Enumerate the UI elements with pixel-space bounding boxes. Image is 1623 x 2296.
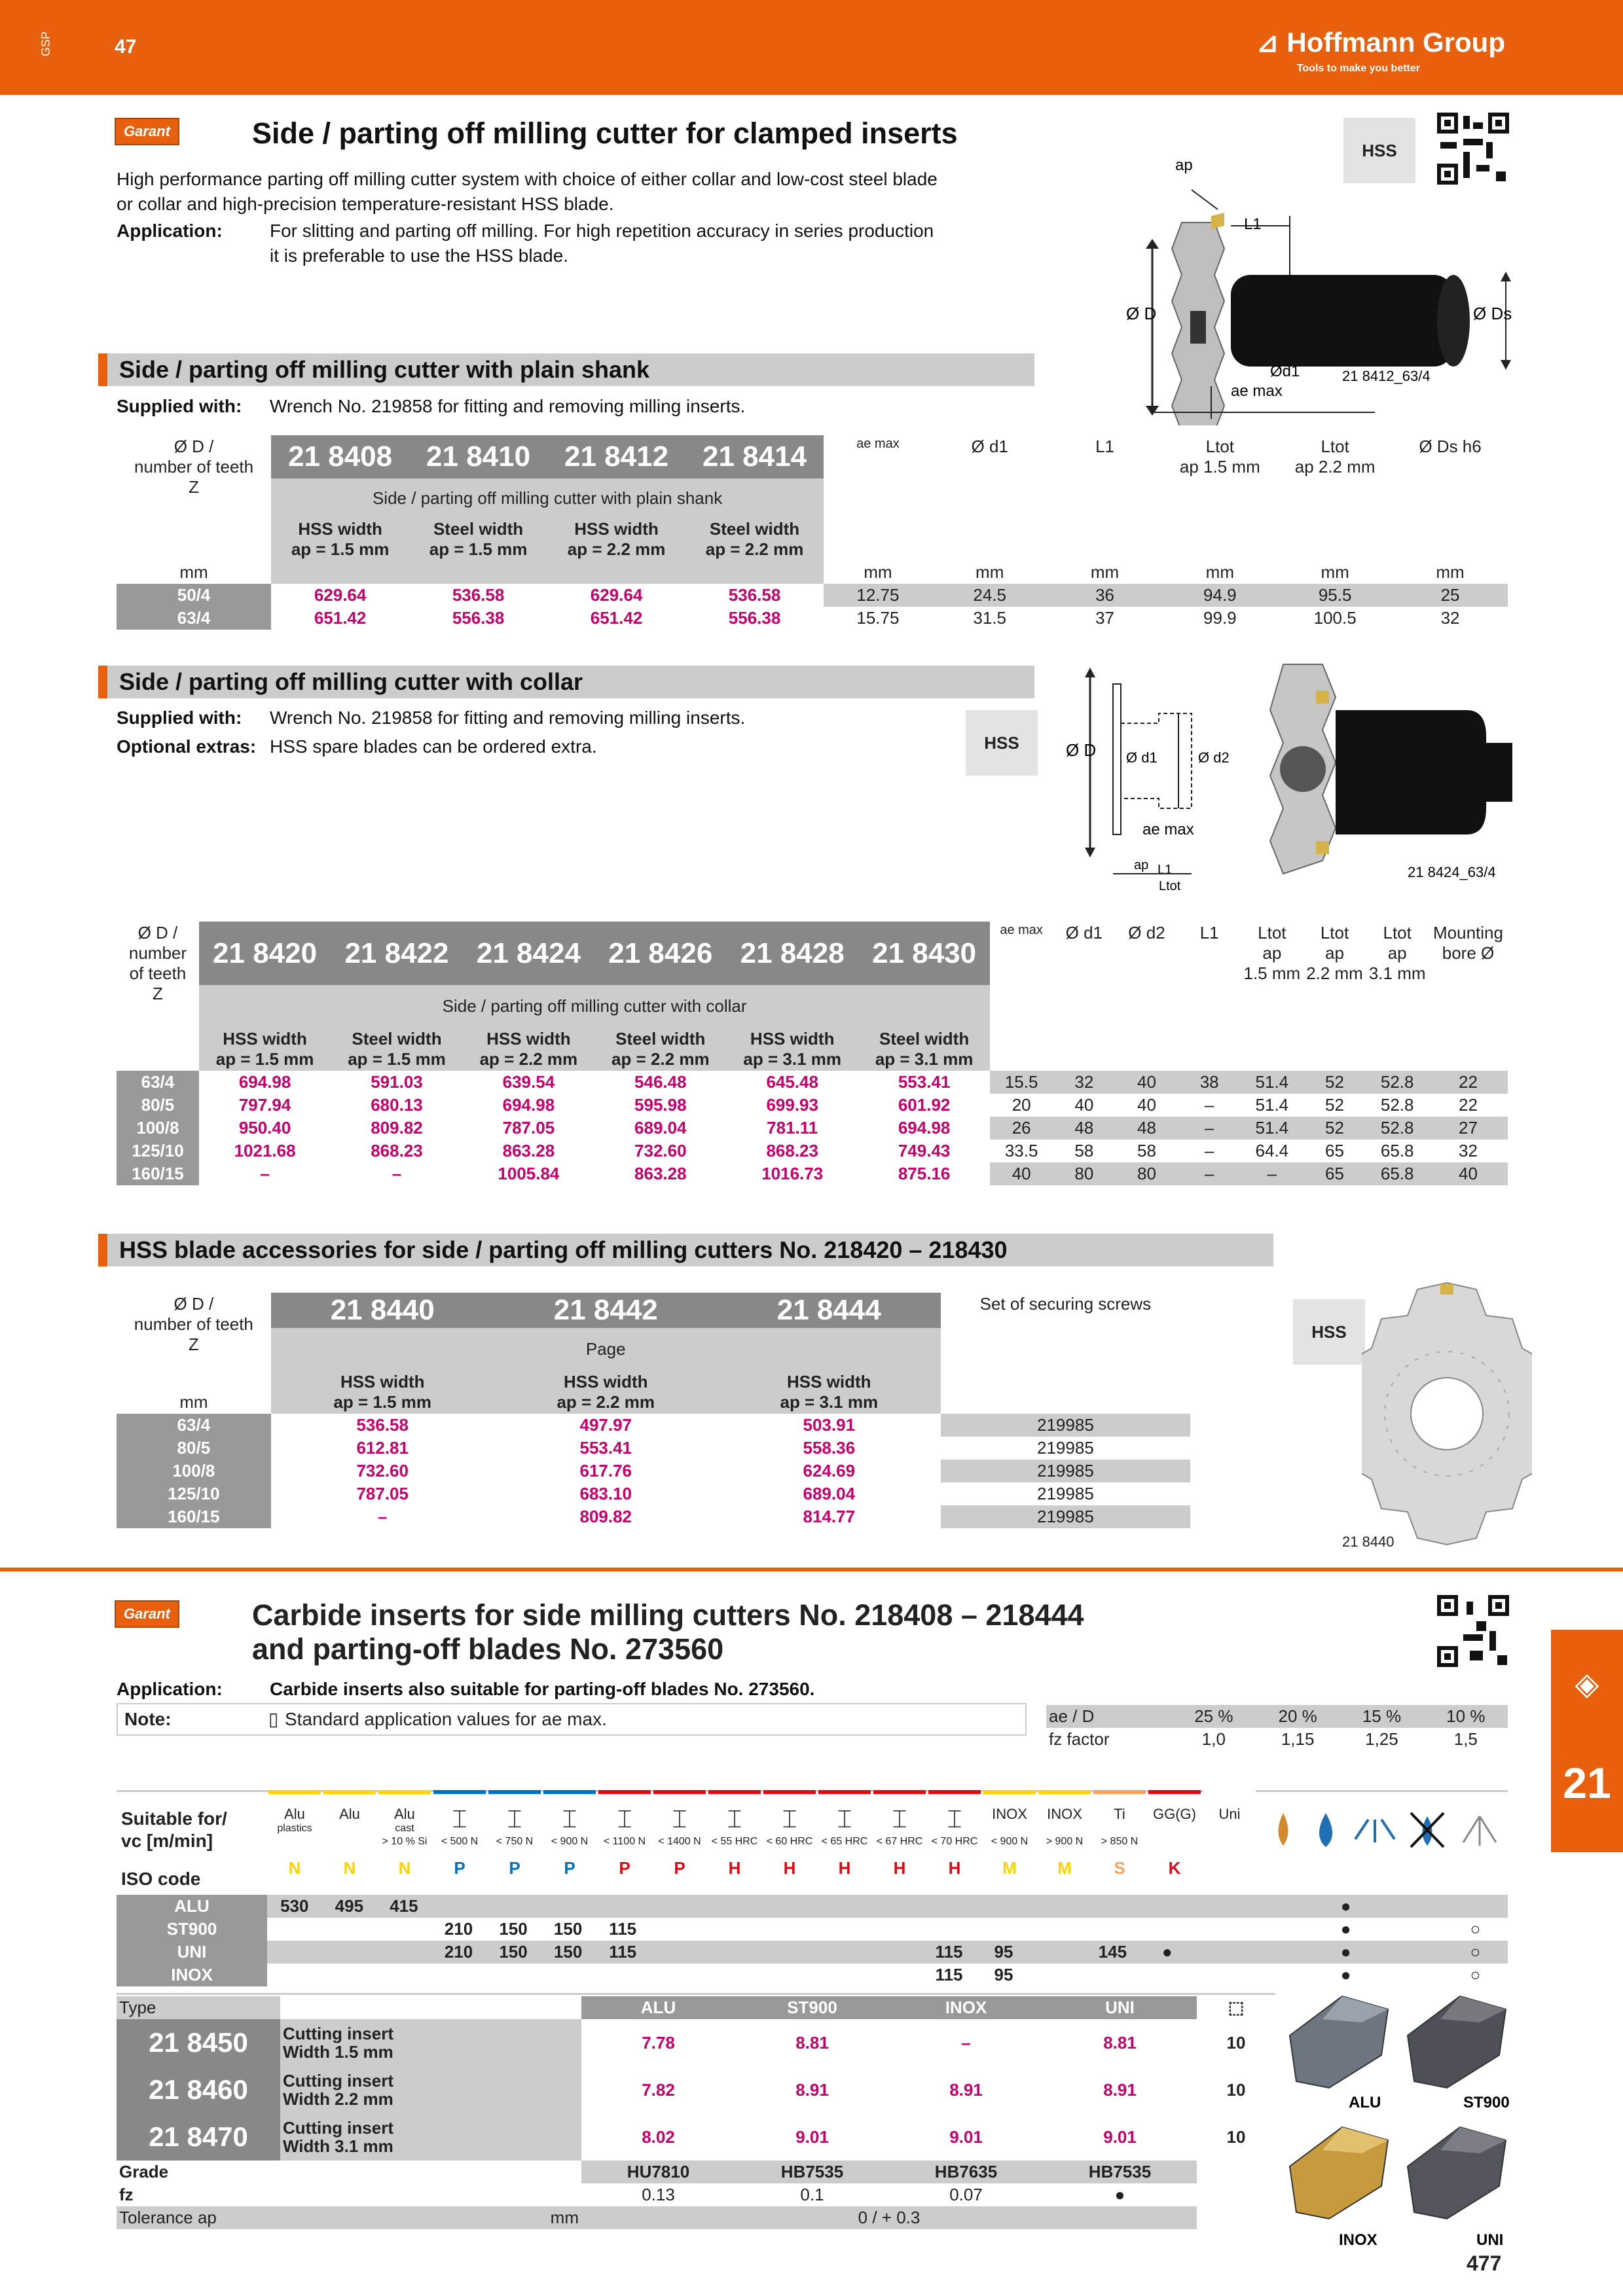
col-l1: L1	[1199, 923, 1219, 942]
article-col: 21 8420	[199, 922, 331, 985]
col-ds: Ø Ds h6	[1419, 437, 1482, 456]
note-icon: ▯	[268, 1709, 279, 1729]
material-column: ⌶ < 70 HRC H	[928, 1790, 981, 1888]
image-caption: 21 8424_63/4	[1408, 864, 1496, 880]
material-column: ⌶ < 60 HRC H	[763, 1790, 816, 1888]
plain-shank-table	[117, 435, 1508, 630]
col-l1: L1	[1095, 437, 1114, 456]
subheader: Steel width ap = 1.5 mm	[409, 518, 547, 561]
subheader: Steel width ap = 2.2 mm	[594, 1028, 726, 1071]
steel-beam-icon: ⌶	[727, 1806, 742, 1833]
hss-badge: HSS	[966, 710, 1038, 776]
steel-beam-icon: ⌶	[617, 1806, 632, 1833]
article-col: 21 8444	[718, 1293, 941, 1328]
steel-beam-icon: ⌶	[507, 1806, 522, 1833]
divider	[117, 1993, 1275, 1995]
application-label: Application:	[117, 221, 223, 241]
subheader: HSS width ap = 3.1 mm	[727, 1028, 858, 1071]
dim-label-d: Ø D	[1126, 304, 1157, 323]
unit-cell: mm	[179, 562, 208, 582]
subheader: HSS width ap = 2.2 mm	[547, 518, 685, 561]
material-column: Uni	[1203, 1790, 1256, 1888]
steel-beam-icon: ⌶	[452, 1806, 467, 1833]
insert-label: ALU	[1349, 2094, 1381, 2111]
insert-images	[1283, 1990, 1519, 2255]
hss-badge: HSS	[1293, 1299, 1365, 1365]
dim-label-ae: ae max	[1142, 821, 1194, 838]
type-label: Type	[119, 1998, 156, 2017]
steel-beam-icon: ⌶	[947, 1806, 962, 1833]
article-col: 21 8412	[547, 435, 685, 478]
coolant-icons	[1264, 1806, 1499, 1846]
article-col: 21 8430	[858, 922, 990, 985]
dim-label-d1: Ød1	[1270, 363, 1300, 380]
unit-cell: mm	[1090, 562, 1120, 582]
cutter-plain-shank-image	[1113, 151, 1532, 429]
side-tag: GSP	[39, 31, 52, 57]
insert-st900-image	[1408, 1996, 1506, 2088]
application-label: Application:	[117, 1679, 223, 1699]
pack-icon: ⬚	[1197, 1996, 1275, 2019]
table-row: 160/15 – 809.82 814.77 219985	[117, 1505, 1190, 1528]
material-column: Alu cast > 10 % Si N	[378, 1790, 431, 1888]
material-column: INOX > 900 N M	[1038, 1790, 1091, 1888]
table-row: 63/4 651.42 556.38 651.42 556.38 15.75 31.5 37 99.9 100.5 32	[117, 607, 1508, 630]
material-column: ⌶ < 67 HRC H	[873, 1790, 926, 1888]
article-col: 21 8442	[494, 1293, 718, 1328]
table-row: 100/8 950.40 809.82 787.05 689.04 781.11 694.98 26 48 48 – 51.4 52 52.8 27	[117, 1117, 1508, 1139]
oil-icon	[1279, 1813, 1288, 1846]
table-row: ST900 210 150 150 115 ● ○	[117, 1918, 1508, 1941]
unit-cell: mm	[864, 562, 892, 582]
insert-label: ST900	[1463, 2094, 1510, 2111]
table-row: 50/4 629.64 536.58 629.64 536.58 12.75 24.5 36 94.9 95.5 25	[117, 584, 1508, 607]
subheader: HSS width ap = 2.2 mm	[494, 1371, 718, 1414]
description-cell: Side / parting off milling cutter with plain shank	[271, 478, 824, 518]
supplied-label: Supplied with:	[117, 708, 242, 728]
tolerance-value: 0 / + 0.3	[858, 2208, 921, 2227]
description-cell: Side / parting off milling cutter with collar	[199, 985, 990, 1028]
page-title: Side / parting off milling cutter for clamped inserts	[252, 117, 958, 150]
article-col: 21 8424	[463, 922, 594, 985]
col-bore: Mounting bore Ø	[1433, 923, 1503, 963]
col-ltot: Ltot ap 3.1 mm	[1368, 923, 1426, 983]
tolerance-label: Tolerance ap	[119, 2208, 217, 2227]
logo-mark-icon: ⊿	[1256, 27, 1287, 58]
article-col: 21 8440	[271, 1293, 494, 1328]
unit-row	[990, 1028, 1508, 1071]
material-column: ⌶ < 750 N P	[488, 1790, 541, 1888]
subheader: HSS width ap = 2.2 mm	[463, 1028, 594, 1071]
col-od: Ø D / number of teeth Z	[134, 1294, 253, 1354]
dry-icon	[1411, 1813, 1444, 1847]
table-row: 125/10 787.05 683.10 689.04 219985	[117, 1482, 1190, 1505]
col-ltot: Ltot ap 2.2 mm	[1306, 923, 1363, 983]
section-divider	[0, 1568, 1623, 1571]
article-col: 21 8410	[409, 435, 547, 478]
steel-beam-icon: ⌶	[782, 1806, 797, 1833]
subheader: Steel width ap = 3.1 mm	[858, 1028, 990, 1071]
table-row: INOX 115 95 ● ○	[117, 1964, 1508, 1986]
application-text: Carbide inserts also suitable for parting-off blades No. 273560.	[270, 1679, 815, 1699]
note-box: Note: ▯ Standard application values for ae max.	[117, 1703, 1027, 1736]
dim-label-ae: ae max	[1231, 382, 1283, 400]
hss-badge: HSS	[1343, 118, 1415, 183]
vc-table	[117, 1895, 1508, 1986]
material-column: INOX < 900 N M	[983, 1790, 1036, 1888]
col-ltot: Ltot ap 1.5 mm	[1179, 437, 1260, 476]
ae-d-table: ae / D 25 % 20 % 15 % 10 % fz factor 1,0 1,15 1,25 1,5	[1046, 1705, 1508, 1751]
subheader: Steel width ap = 2.2 mm	[685, 518, 824, 561]
section-accessories-title: HSS blade accessories for side / parting off milling cutters No. 218420 – 218430	[98, 1234, 1273, 1266]
material-column: ⌶ < 65 HRC H	[818, 1790, 871, 1888]
steel-beam-icon: ⌶	[562, 1806, 577, 1833]
steel-beam-icon: ⌶	[837, 1806, 852, 1833]
grade-header: UNI	[1043, 1996, 1197, 2019]
col-od: Ø D / number of teeth Z	[134, 437, 254, 497]
steel-beam-icon: ⌶	[672, 1806, 687, 1833]
table-row: 100/8 732.60 617.76 624.69 219985	[117, 1460, 1190, 1482]
insert-label: UNI	[1476, 2231, 1504, 2249]
chapter-number: 21	[1563, 1759, 1611, 1807]
col-d1: Ø d1	[971, 437, 1008, 456]
steel-beam-icon: ⌶	[892, 1806, 907, 1833]
table-row: 21 8470 Cutting insert Width 3.1 mm 8.02 9.01 9.01 9.01 10	[117, 2113, 1275, 2161]
article-col: 21 8426	[594, 922, 726, 985]
material-column: Alu N	[323, 1790, 376, 1888]
col-ltot: Ltot ap 2.2 mm	[1294, 437, 1376, 476]
material-column: Alu plastics N	[268, 1790, 321, 1888]
air-icon	[1463, 1816, 1496, 1846]
chapter-tab[interactable]	[1551, 1630, 1623, 1852]
unit-cell: mm	[179, 1392, 208, 1412]
hss-blade-image	[1362, 1276, 1532, 1568]
water-icon	[1319, 1813, 1332, 1847]
table-row: 21 8450 Cutting insert Width 1.5 mm 7.78 8.81 – 8.81 10	[117, 2019, 1275, 2066]
article-col: 21 8422	[331, 922, 462, 985]
table-row: 125/10 1021.68 868.23 863.28 732.60 868.23 749.43 33.5 58 58 – 64.4 65 65.8 32	[117, 1139, 1508, 1162]
material-column: ⌶ < 1400 N P	[653, 1790, 706, 1888]
image-caption: 21 8412_63/4	[1342, 368, 1431, 384]
table-row: ALU 530 495 415 ●	[117, 1895, 1508, 1918]
page-number-bottom: 477	[1467, 2251, 1502, 2275]
dim-label-ltot: Ltot	[1159, 879, 1181, 893]
col-d1: Ø d1	[1065, 923, 1103, 942]
table-row: 21 8460 Cutting insert Width 2.2 mm 7.82 8.91 8.91 8.91 10	[117, 2066, 1275, 2113]
supplied-text: Wrench No. 219858 for fitting and removing milling inserts.	[270, 396, 746, 416]
dim-label-ds: Ø Ds	[1473, 304, 1512, 323]
article-col: 21 8408	[271, 435, 409, 478]
intro-text: High performance parting off milling cutter system with choice of either collar and low-cost steel blade or collar and high-precision temperature-resistant HSS blade.	[117, 169, 938, 214]
table-row: 160/15 – – 1005.84 863.28 1016.73 875.16 40 80 80 – – 65 65.8 40	[117, 1162, 1508, 1185]
accessories-table	[117, 1293, 1190, 1528]
dim-label-d2: Ø d2	[1198, 749, 1230, 766]
unit-cell: mm	[976, 562, 1004, 582]
inserts-title: Carbide inserts for side milling cutters No. 218408 – 218444 and parting-off blades No. 273560	[252, 1598, 1084, 1666]
dim-label-ap: ap	[1134, 858, 1149, 872]
insert-uni-image	[1408, 2127, 1506, 2219]
inserts-table: Type ALU ST900 INOX UNI ⬚ 21 8450 Cutting insert Width 1.5 mm 7.78 8.81 – 8.81 10 21 8460 Cutting insert Width 2.2 mm 7.82 8.91 8.91 8.91 10 21 8470 Cutting insert Width 3.1 mm 8.02 9.01 9.01 9.01 10 Grade HU7810 HB7535 HB7635 HB7535 fz 0.13 0.1 0.07 ● Tolerance ap mm 0 / + 0.3	[117, 1996, 1275, 2229]
garant-badge: Garant	[115, 1600, 179, 1628]
optional-text: HSS spare blades can be ordered extra.	[270, 736, 597, 757]
subheader: HSS width ap = 1.5 mm	[199, 1028, 331, 1071]
supplied-text: Wrench No. 219858 for fitting and removing milling inserts.	[270, 708, 746, 728]
brand-tagline: Tools to make you better	[1296, 63, 1420, 74]
table-row: 63/4 694.98 591.03 639.54 546.48 645.48 553.41 15.5 32 40 38 51.4 52 52.8 22	[117, 1071, 1508, 1094]
brand-logo: ⊿ Hoffmann Group	[1256, 27, 1505, 58]
table-row: 63/4 536.58 497.97 503.91 219985	[117, 1414, 1190, 1437]
material-column: ⌶ < 55 HRC H	[708, 1790, 761, 1888]
suitable-label: Suitable for/ vc [m/min]	[121, 1808, 227, 1851]
qr-code-icon	[1437, 1595, 1509, 1670]
col-ae: ae max	[856, 437, 900, 451]
unit-cell: mm	[1321, 562, 1349, 582]
grade-label: Grade	[119, 2162, 169, 2181]
insert-label: INOX	[1339, 2231, 1377, 2249]
col-screws: Set of securing screws	[979, 1294, 1152, 1314]
dim-label-d1: Ø d1	[1126, 749, 1158, 766]
table-row: 80/5 797.94 680.13 694.98 595.98 699.93 601.92 20 40 40 – 51.4 52 52.8 22	[117, 1094, 1508, 1117]
image-caption: 21 8440	[1342, 1534, 1395, 1550]
subheader: HSS width ap = 1.5 mm	[271, 1371, 494, 1414]
cutter-collar-image	[1061, 658, 1532, 897]
section-collar-title: Side / parting off milling cutter with collar	[98, 666, 1034, 698]
dim-label-d: Ø D	[1066, 740, 1097, 760]
unit-cell: mm	[1205, 562, 1234, 582]
grade-header: ST900	[735, 1996, 889, 2019]
dim-label-l1: L1	[1158, 863, 1173, 877]
col-od: Ø D / number of teeth Z	[128, 923, 187, 1003]
col-ltot: Ltot ap 1.5 mm	[1243, 923, 1301, 983]
application-text: For slitting and parting off milling. For high repetition accuracy in series production it is preferable to use the HSS blade.	[270, 221, 934, 266]
garant-badge: Garant	[115, 118, 179, 145]
page-number-top: 47	[115, 36, 137, 58]
section-plain-shank-title: Side / parting off milling cutter with plain shank	[98, 353, 1034, 386]
article-col: 21 8428	[727, 922, 858, 985]
material-column: ⌶ < 500 N P	[433, 1790, 486, 1888]
iso-label: ISO code	[121, 1869, 201, 1889]
material-column: ⌶ < 900 N P	[543, 1790, 596, 1888]
material-column: GG(G) K	[1148, 1790, 1201, 1888]
unit-cell: mm	[1436, 562, 1465, 582]
subheader: HSS width ap = 1.5 mm	[271, 518, 409, 561]
material-column: ⌶ < 1100 N P	[598, 1790, 651, 1888]
grade-header: INOX	[889, 1996, 1043, 2019]
dim-label-ap: ap	[1175, 156, 1193, 174]
fz-label: fz	[119, 2185, 134, 2204]
subheader: HSS width ap = 3.1 mm	[718, 1371, 941, 1414]
grade-header: ALU	[581, 1996, 735, 2019]
article-col: 21 8414	[685, 435, 824, 478]
dim-label-l1: L1	[1244, 215, 1262, 233]
mist-icon	[1355, 1820, 1395, 1842]
subheader: Steel width ap = 1.5 mm	[331, 1028, 462, 1071]
supplied-label: Supplied with:	[117, 396, 242, 416]
table-row: UNI 210 150 150 115 115 95 145 ● ● ○	[117, 1941, 1508, 1964]
table-row: 80/5 612.81 553.41 558.36 219985	[117, 1437, 1190, 1460]
insert-inox-image	[1290, 2127, 1388, 2219]
page-cell: Page	[271, 1328, 941, 1371]
collar-table	[117, 922, 1508, 1185]
col-ae: ae max	[1000, 923, 1043, 937]
material-column: Ti > 850 N S	[1093, 1790, 1146, 1888]
optional-label: Optional extras:	[117, 736, 257, 757]
insert-alu-image	[1290, 1996, 1388, 2088]
col-d2: Ø d2	[1128, 923, 1165, 942]
insert-tab-icon: ◈	[1575, 1667, 1599, 1702]
